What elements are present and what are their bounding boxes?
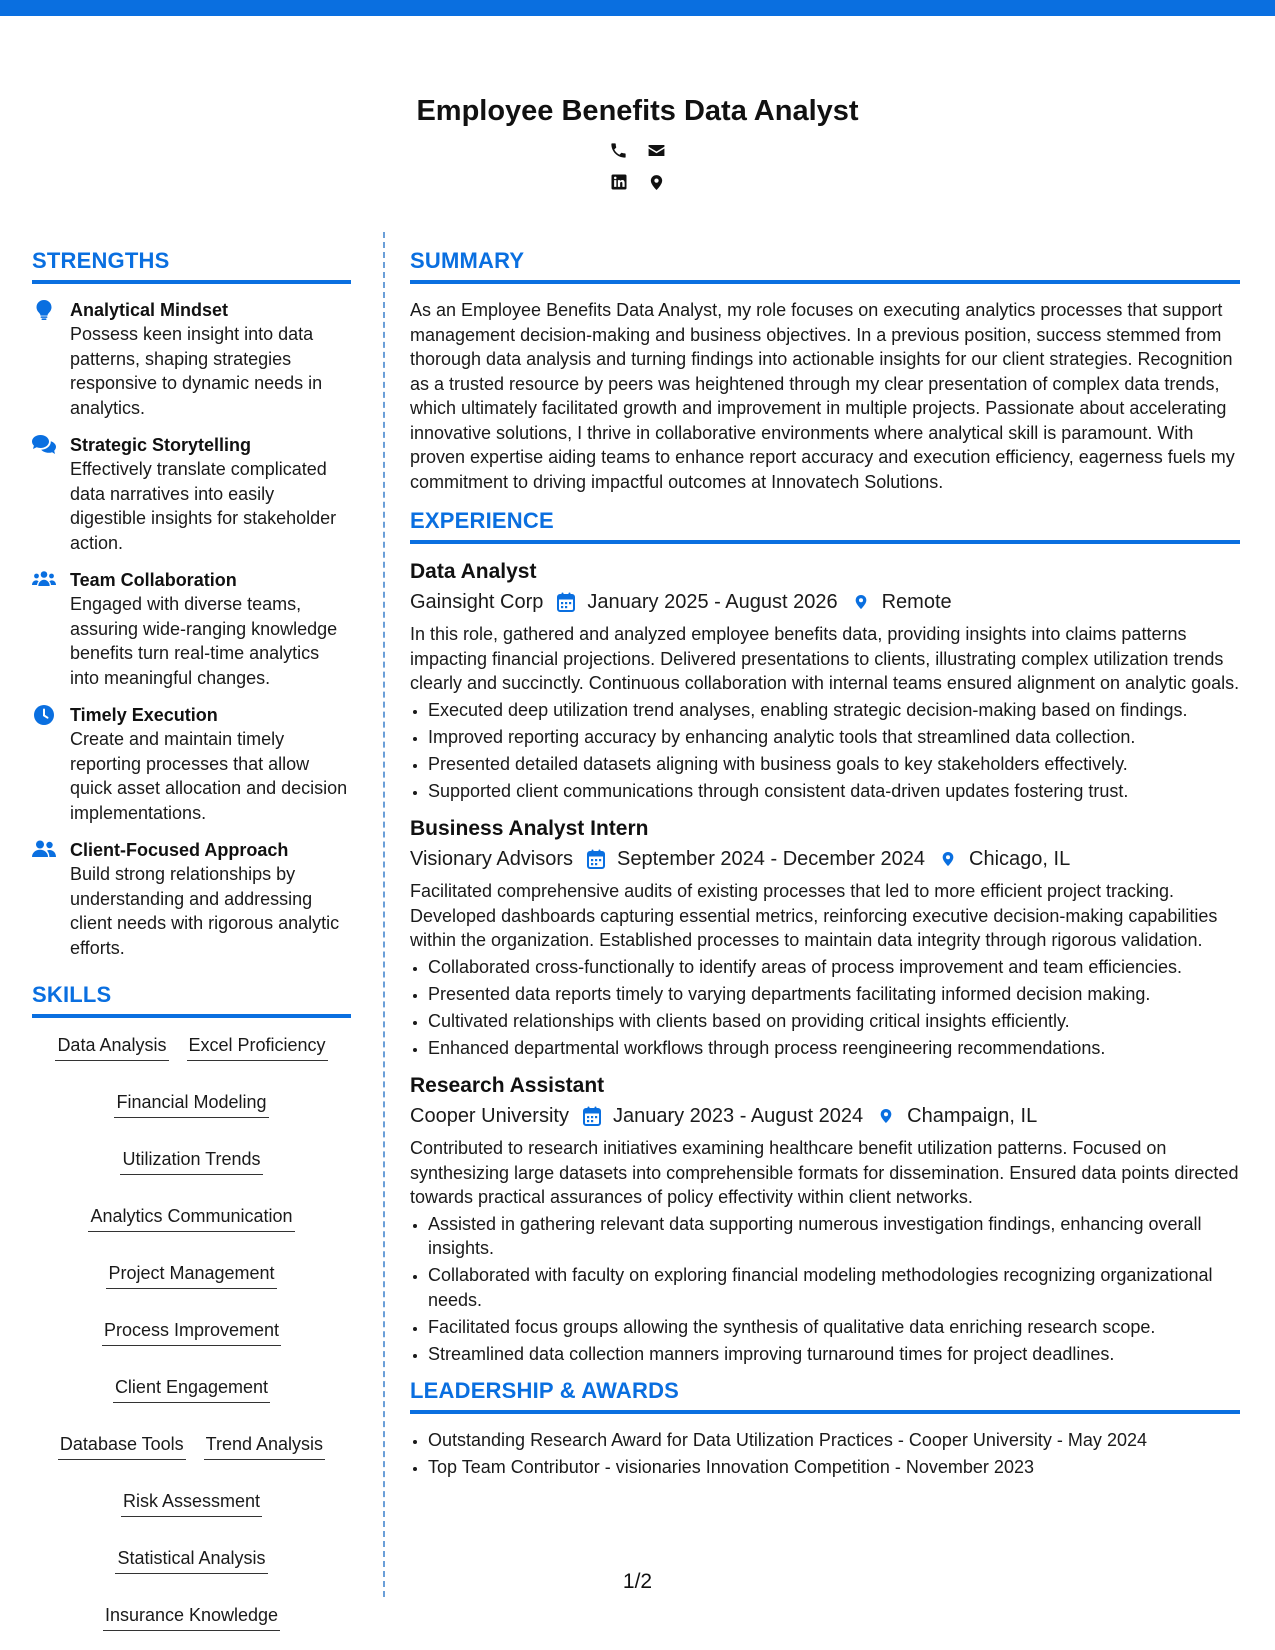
location-pin-icon: [937, 848, 959, 870]
summary-text: As an Employee Benefits Data Analyst, my role focuses on executing analytics processes that support management decision-making and business objectives. In a previous position, success stemmed from thorough data analysis and turning findings into actionable insights for our client strategies. Recognition as a trusted resource by peers was heightened through my clear presentation of complex data trends, which ultimately facilitated growth and improvement in multiple projects. Passionate about accelerating innovative solutions, I thrive in collaborative environments where analytical skill is paramount. With proven expertise aiding teams to enhance report accuracy and execution efficiency, eagerness fuels my commitment to driving impactful outcomes at Innovatech Solutions.: [410, 300, 1235, 492]
skill-tag: Process Improvement: [102, 1317, 281, 1346]
skill-tag: Utilization Trends: [120, 1146, 262, 1175]
clock-icon: [32, 703, 56, 825]
experience-heading: EXPERIENCE: [410, 508, 1240, 544]
job-meta: [410, 1100, 1240, 1132]
skill-tag: Analytics Communication: [88, 1203, 294, 1232]
skill-tag: Database Tools: [58, 1431, 186, 1460]
job-description: Facilitated comprehensive audits of existing processes that led to more efficient project tracking. Developed dashboards capturing essential metrics, reinforcing executive decision-making capabilities within the organization. Established processes to maintain data integrity through rigorous validation.: [410, 881, 1218, 950]
strength-description: Build strong relationships by understanding and addressing client needs with rigorous analytic efforts.: [70, 864, 340, 958]
job-bullets: [410, 955, 1240, 1061]
strengths-heading: STRENGTHS: [32, 248, 351, 284]
strength-item: [32, 703, 351, 825]
left-column: [32, 248, 351, 1631]
job-title: Research Assistant: [410, 1074, 605, 1097]
strength-item: [32, 298, 351, 420]
skill-tag: Statistical Analysis: [115, 1545, 267, 1574]
column-divider: [383, 232, 385, 1597]
job-bullets: [410, 1212, 1240, 1367]
strength-description: Effectively translate complicated data narratives into easily digestible insights for stakeholder action.: [70, 459, 337, 553]
skills-list: [32, 1032, 351, 1631]
resume-header: [0, 88, 1275, 192]
job-meta: [410, 843, 1240, 875]
award-item: • Top Team Contributor - visionaries Innovation Competition - November 2023: [428, 1455, 1240, 1480]
skill-tag: Excel Proficiency: [187, 1032, 328, 1061]
location-pin-icon: [850, 591, 872, 613]
company-name: Cooper University: [410, 1105, 569, 1127]
bullet-item: • Cultivated relationships with clients based on providing critical insights efficiently.: [428, 1009, 1240, 1034]
lightbulb-icon: [32, 298, 56, 420]
bullet-item: • Presented detailed datasets aligning with business goals to key stakeholders effectively.: [428, 752, 1240, 777]
award-item: • Outstanding Research Award for Data Utilization Practices - Cooper University - May 2024: [428, 1428, 1240, 1453]
linkedin-icon[interactable]: [609, 172, 629, 192]
job-meta: [410, 586, 1240, 618]
skills-heading: SKILLS: [32, 982, 351, 1018]
experience-entry: [410, 1072, 1240, 1366]
page-number: 1/2: [622, 1570, 653, 1593]
strength-title: Team Collaboration: [70, 570, 237, 590]
bullet-item: • Improved reporting accuracy by enhancing analytic tools that streamlined data collection.: [428, 725, 1240, 750]
job-dates: January 2025 - August 2026: [587, 591, 838, 613]
right-column: [410, 248, 1240, 1482]
location-pin-icon[interactable]: [647, 172, 667, 192]
job-bullets: [410, 698, 1240, 804]
bullet-item: • Presented data reports timely to varying departments facilitating informed decision making.: [428, 982, 1240, 1007]
skill-tag: Trend Analysis: [204, 1431, 325, 1460]
job-location: Champaign, IL: [907, 1105, 1038, 1127]
strength-item: [32, 433, 351, 555]
strength-description: Possess keen insight into data patterns, shaping strategies responsive to dynamic needs in analytics.: [70, 324, 323, 418]
bullet-item: • Supported client communications through consistent data-driven updates fostering trust.: [428, 779, 1240, 804]
strength-title: Analytical Mindset: [70, 300, 229, 320]
contact-icons-row-1: [0, 140, 1275, 160]
bullet-item: • Assisted in gathering relevant data supporting numerous investigation findings, enhancing overall insights.: [428, 1212, 1240, 1261]
top-accent-bar: [0, 0, 1275, 16]
experience-entry: [410, 815, 1240, 1060]
envelope-icon[interactable]: [647, 140, 667, 160]
bullet-item: • Enhanced departmental workflows through process reengineering recommendations.: [428, 1036, 1240, 1061]
phone-icon[interactable]: [609, 140, 629, 160]
experience-entry: [410, 558, 1240, 803]
job-title: Business Analyst Intern: [410, 817, 649, 840]
company-name: Visionary Advisors: [410, 848, 574, 870]
skill-tag: Insurance Knowledge: [103, 1602, 280, 1631]
contact-icons-row-2: [0, 172, 1275, 192]
skill-tag: Risk Assessment: [121, 1488, 262, 1517]
calendar-icon: [555, 591, 577, 613]
bullet-item: • Collaborated with faculty on exploring financial modeling methodologies recognizing organizational needs.: [428, 1263, 1240, 1312]
calendar-icon: [585, 848, 607, 870]
location-pin-icon: [875, 1105, 897, 1127]
skill-tag: Data Analysis: [55, 1032, 168, 1061]
strength-item: [32, 838, 351, 960]
candidate-title: Employee Benefits Data Analyst: [416, 95, 859, 127]
strength-title: Timely Execution: [70, 705, 218, 725]
team-icon: [32, 568, 56, 690]
company-name: Gainsight Corp: [410, 591, 544, 613]
strength-title: Client-Focused Approach: [70, 840, 289, 860]
skill-tag: Client Engagement: [113, 1374, 270, 1403]
job-dates: January 2023 - August 2024: [612, 1105, 864, 1127]
bullet-item: • Collaborated cross-functionally to identify areas of process improvement and team efficiencies.: [428, 955, 1240, 980]
strength-title: Strategic Storytelling: [70, 435, 252, 455]
strength-item: [32, 568, 351, 690]
job-dates: September 2024 - December 2024: [617, 848, 926, 870]
strength-description: Create and maintain timely reporting processes that allow quick asset allocation and decision implementations.: [70, 729, 348, 823]
users-icon: [32, 838, 56, 960]
strength-description: Engaged with diverse teams, assuring wide-ranging knowledge benefits turn real-time analytics into meaningful changes.: [70, 594, 338, 688]
bullet-item: • Facilitated focus groups allowing the synthesis of qualitative data enriching research scope.: [428, 1315, 1240, 1340]
speech-bubbles-icon: [32, 433, 56, 555]
skill-tag: Project Management: [106, 1260, 276, 1289]
summary-heading: SUMMARY: [410, 248, 1240, 284]
job-description: Contributed to research initiatives examining healthcare benefit utilization patterns. Focused on synthesizing large datasets into comprehensible formats for dissemination. Ensured data points directed towards practical assurances of policy effectivity within client networks.: [410, 1138, 1239, 1207]
calendar-icon: [581, 1105, 603, 1127]
job-description: In this role, gathered and analyzed employee benefits data, providing insights into claims patterns impacting financial projections. Delivered presentations to clients, illustrating complex utilization trends clearly and succinctly. Continuous collaboration with internal teams ensured alignment on analytic goals.: [410, 624, 1240, 693]
awards-list: [410, 1428, 1240, 1480]
bullet-item: • Executed deep utilization trend analyses, enabling strategic decision-making based on findings.: [428, 698, 1240, 723]
bullet-item: • Streamlined data collection manners improving turnaround times for project deadlines.: [428, 1342, 1240, 1367]
job-location: Chicago, IL: [969, 848, 1071, 870]
awards-heading: LEADERSHIP & AWARDS: [410, 1378, 1240, 1414]
job-location: Remote: [881, 591, 952, 613]
job-title: Data Analyst: [410, 560, 537, 583]
skill-tag: Financial Modeling: [114, 1089, 268, 1118]
